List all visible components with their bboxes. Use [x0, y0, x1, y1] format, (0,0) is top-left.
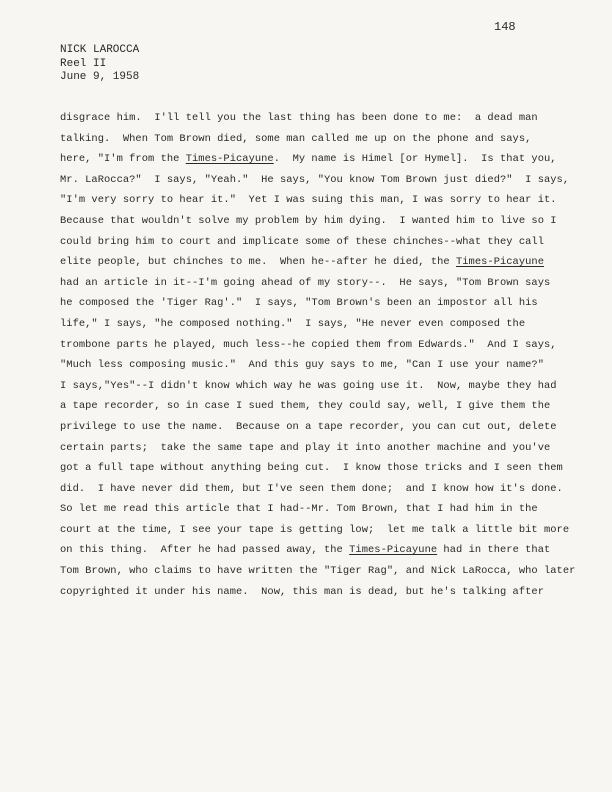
text-segment: could bring him to court and implicate some of these chinches--what they call [60, 235, 544, 248]
text-segment: on this thing. After he had passed away, the [60, 544, 350, 557]
text-segment: I says,"Yes"--I didn't know which way he was going use it. Now, maybe they had [60, 379, 557, 392]
text-segment: "I'm very sorry to hear it." Yet I was suing this man, I was sorry to hear it. [60, 194, 557, 207]
text-segment: certain parts; take the same tape and play it into another machine and you've [60, 441, 551, 454]
transcript-line [60, 499, 580, 520]
text-segment: life," I says, "he composed nothing." I says, "He never even composed the [60, 317, 526, 330]
newspaper-title: Times-Picayune [349, 544, 438, 557]
transcript-line [60, 314, 580, 335]
text-segment: "Much less composing music." And this guy says to me, "Can I use your name?" [60, 359, 544, 372]
text-segment: Tom Brown, who claims to have written the "Tiger Rag", and Nick LaRocca, who later [60, 565, 576, 578]
transcript-line [60, 170, 580, 191]
transcript-line [60, 293, 580, 314]
transcript-line [60, 561, 580, 582]
transcript-line [60, 376, 580, 397]
transcript-line [60, 479, 580, 500]
transcript-line [60, 211, 580, 232]
page-number: 148 [494, 20, 516, 34]
text-segment: Because that wouldn't solve my problem by him dying. I wanted him to live so I [60, 214, 557, 227]
interviewee-name: NICK LAROCCA [60, 44, 140, 56]
transcript-line [60, 273, 580, 294]
transcript-line [60, 396, 580, 417]
text-segment: Mr. LaRocca?" I says, "Yeah." He says, "You know Tom Brown just died?" I says, [60, 173, 570, 186]
text-segment: elite people, but chinches to me. When he--after he died, the [60, 256, 456, 269]
transcript-line [60, 582, 580, 603]
text-segment: court at the time, I see your tape is getting low; let me talk a little bit more [60, 523, 570, 536]
text-segment: So let me read this article that I had--Mr. Tom Brown, that I had him in the [60, 503, 538, 516]
text-segment: trombone parts he played, much less--he copied them from Edwards." And I says, [60, 338, 557, 351]
text-segment: did. I have never did them, but I've seen them done; and I know how it's done. [60, 482, 563, 495]
text-segment: had in there that [437, 544, 551, 557]
transcript-line [60, 520, 580, 541]
transcript-line [60, 252, 580, 273]
interview-date: June 9, 1958 [60, 71, 140, 83]
transcript-header [60, 44, 139, 85]
transcript-line [60, 438, 580, 459]
transcript-line [60, 355, 580, 376]
transcript-line [60, 108, 580, 129]
transcript-line [60, 417, 580, 438]
text-segment: disgrace him. I'll tell you the last thing has been done to me: a dead man [60, 112, 538, 124]
reel-label: Reel II [60, 57, 107, 70]
transcript-line [60, 335, 580, 356]
text-segment: had an article in it--I'm going ahead of my story--. He says, "Tom Brown says [60, 276, 551, 289]
transcript-line [60, 232, 580, 253]
text-segment: he composed the 'Tiger Rag'." I says, "Tom Brown's been an impostor all his [60, 297, 538, 310]
transcript-body [60, 108, 580, 602]
newspaper-title: Times-Picayune [455, 256, 544, 269]
newspaper-title: Times-Picayune [185, 153, 274, 166]
text-segment: . My name is Himel [or Hymel]. Is that you, [273, 153, 557, 166]
text-segment: privilege to use the name. Because on a tape recorder, you can cut out, delete [60, 420, 557, 433]
transcript-line [60, 190, 580, 211]
transcript-line [60, 458, 580, 479]
transcript-line [60, 540, 580, 561]
transcript-line [60, 129, 580, 150]
text-segment: a tape recorder, so in case I sued them, they could say, well, I give them the [60, 400, 551, 413]
text-segment: talking. When Tom Brown died, some man called me up on the phone and says, [60, 132, 532, 145]
text-segment: here, "I'm from the [60, 153, 186, 166]
text-segment: got a full tape without anything being cut. I know those tricks and I seen them [60, 462, 563, 475]
transcript-line [60, 149, 580, 170]
text-segment: copyrighted it under his name. Now, this man is dead, but he's talking after [60, 585, 544, 598]
